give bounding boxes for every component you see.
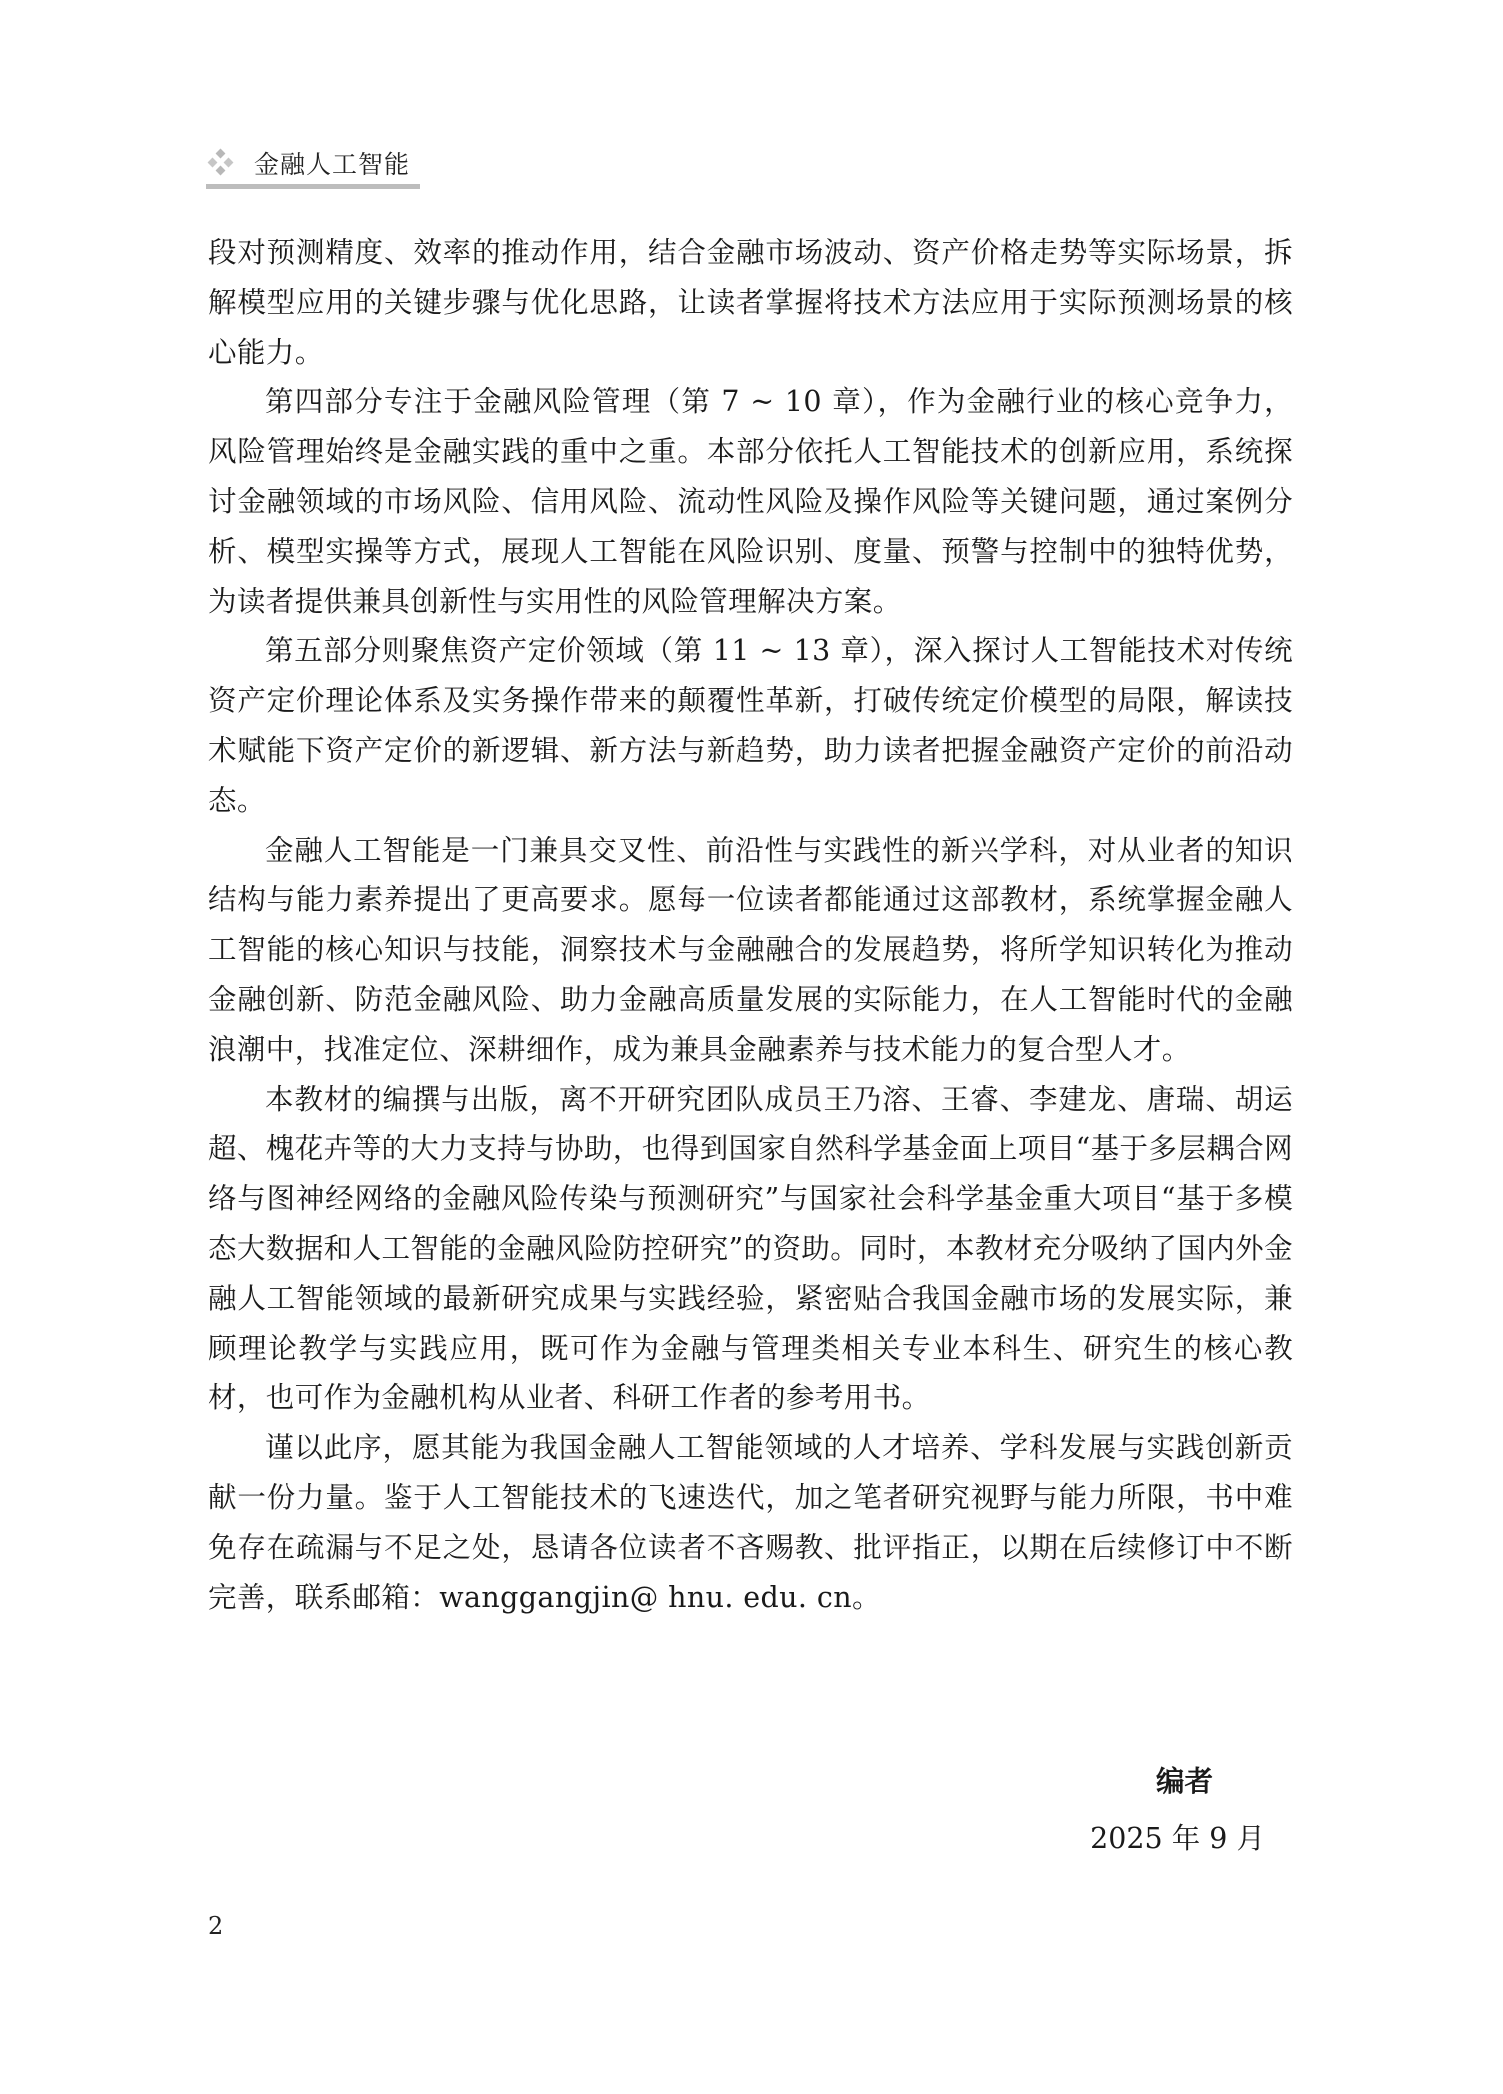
- page-number: 2: [208, 1912, 224, 1940]
- paragraph-discipline: 金融人工智能是一门兼具交叉性、前沿性与实践性的新兴学科，对从业者的知识结构与能力素养提出了更高要求。愿每一位读者都能通过这部教材，系统掌握金融人工智能的核心知识与技能，洞察技术与金融融合的发展趋势，将所学知识转化为推动金融创新、防范金融风险、助力金融高质量发展的实际能力，在人工智能时代的金融浪潮中，找准定位、深耕细作，成为兼具金融素养与技术能力的复合型人才。: [208, 833, 1293, 1066]
- signature-block: [1090, 1753, 1265, 1867]
- paragraph-continued: 段对预测精度、效率的推动作用，结合金融市场波动、资产价格走势等实际场景，拆解模型应用的关键步骤与优化思路，让读者掌握将技术方法应用于实际预测场景的核心能力。: [208, 236, 1293, 369]
- signature-date: 2025 年 9 月: [1090, 1822, 1265, 1855]
- paragraph-closing: 谨以此序，愿其能为我国金融人工智能领域的人才培养、学科发展与实践创新贡献一份力量。鉴于人工智能技术的飞速迭代，加之笔者研究视野与能力所限，书中难免存在疏漏与不足之处，恳请各位读者不吝赐教、批评指正，以期在后续修订中不断完善，联系邮箱：wanggangjin@ hnu. edu. cn。: [208, 1431, 1293, 1614]
- running-header: [206, 138, 421, 188]
- header-rule: [206, 184, 420, 189]
- book-title: 金融人工智能: [254, 150, 411, 179]
- paragraph-acknowledgements: 本教材的编撰与出版，离不开研究团队成员王乃溶、王睿、李建龙、唐瑞、胡运超、槐花卉等的大力支持与协助，也得到国家自然科学基金面上项目“基于多层耦合网络与图神经网络的金融风险传染与预测研究”与国家社会科学基金重大项目“基于多模态大数据和人工智能的金融风险防控研究”的资助。同时，本教材充分吸纳了国内外金融人工智能领域的最新研究成果与实践经验，紧密贴合我国金融市场的发展实际，兼顾理论教学与实践应用，既可作为金融与管理类相关专业本科生、研究生的核心教材，也可作为金融机构从业者、科研工作者的参考用书。: [208, 1082, 1293, 1415]
- paragraph-part-four: 第四部分专注于金融风险管理（第 7 ~ 10 章），作为金融行业的核心竞争力，风险管理始终是金融实践的重中之重。本部分依托人工智能技术的创新应用，系统探讨金融领域的市场风险、信用风险、流动性风险及操作风险等关键问题，通过案例分析、模型实操等方式，展现人工智能在风险识别、度量、预警与控制中的独特优势，为读者提供兼具创新性与实用性的风险管理解决方案。: [208, 385, 1293, 618]
- paragraph-part-five: 第五部分则聚焦资产定价领域（第 11 ~ 13 章），深入探讨人工智能技术对传统资产定价理论体系及实务操作带来的颠覆性革新，打破传统定价模型的局限，解读技术赋能下资产定价的新逻辑、新方法与新趋势，助力读者把握金融资产定价的前沿动态。: [208, 634, 1293, 817]
- diamond-cluster-icon: [206, 148, 236, 178]
- body-text: [208, 228, 1293, 1622]
- signature-editor: 编者: [1155, 1765, 1213, 1798]
